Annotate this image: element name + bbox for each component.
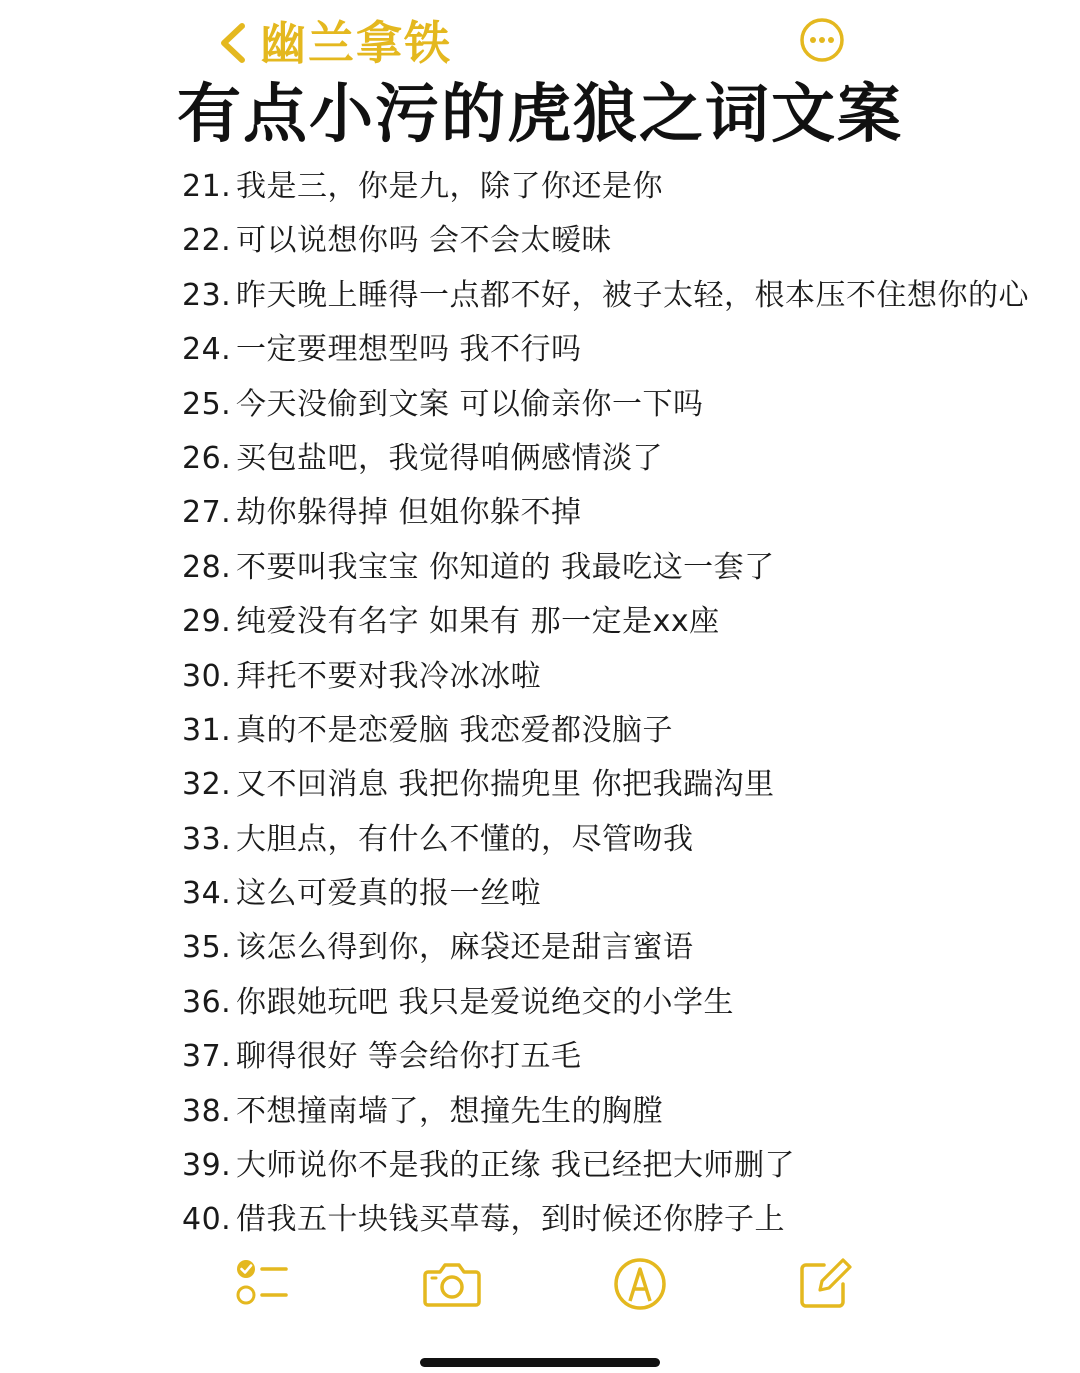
note-line-text: 一定要理想型吗 我不行吗 (236, 332, 582, 368)
note-line-number: 39. (182, 1148, 232, 1184)
note-line-text: 买包盐吧，我觉得咱俩感情淡了 (236, 440, 663, 476)
back-button-label: 幽兰拿铁 (260, 16, 452, 70)
markup-button[interactable] (608, 1252, 672, 1316)
chevron-left-icon (214, 20, 252, 66)
note-line-text: 不要叫我宝宝 你知道的 我最吃这一套了 (236, 549, 775, 585)
note-line-number: 24. (182, 332, 232, 368)
home-indicator[interactable] (420, 1358, 660, 1367)
note-line-text: 拜托不要对我冷冰冰啦 (236, 658, 541, 694)
note-line[interactable] (182, 1030, 1072, 1084)
note-line-text: 借我五十块钱买草莓，到时候还你脖子上 (236, 1202, 785, 1238)
markup-pen-icon (608, 1252, 672, 1316)
note-line[interactable] (182, 323, 1072, 377)
note-line[interactable] (182, 704, 1072, 758)
note-line-text: 这么可爱真的报一丝啦 (236, 876, 541, 912)
note-line-text: 昨天晚上睡得一点都不好，被子太轻，根本压不住想你的心 (236, 277, 1029, 313)
note-line-number: 27. (182, 495, 232, 531)
note-line-number: 28. (182, 549, 232, 585)
camera-icon (420, 1252, 484, 1316)
note-line[interactable] (182, 214, 1072, 268)
note-line-number: 36. (182, 984, 232, 1020)
checklist-button[interactable] (230, 1252, 294, 1316)
note-line-text: 真的不是恋爱脑 我恋爱都没脑子 (236, 712, 674, 748)
note-line[interactable] (182, 378, 1072, 432)
note-line-number: 23. (182, 277, 232, 313)
camera-button[interactable] (420, 1252, 484, 1316)
note-line-text: 大胆点，有什么不懂的，尽管吻我 (236, 821, 694, 857)
note-line[interactable] (182, 595, 1072, 649)
note-line-text: 你跟她玩吧 我只是爱说绝交的小学生 (236, 984, 735, 1020)
note-line[interactable] (182, 269, 1072, 323)
compose-button[interactable] (792, 1252, 856, 1316)
back-button[interactable] (214, 12, 452, 74)
note-line-number: 40. (182, 1202, 232, 1238)
note-line-number: 29. (182, 604, 232, 640)
note-line[interactable] (182, 921, 1072, 975)
note-line-text: 劫你躲得掉 但姐你躲不掉 (236, 495, 582, 531)
note-line[interactable] (182, 813, 1072, 867)
note-line-text: 大师说你不是我的正缘 我已经把大师删了 (236, 1148, 796, 1184)
bottom-toolbar (0, 1252, 1080, 1316)
note-line-number: 22. (182, 223, 232, 259)
note-line-number: 34. (182, 876, 232, 912)
note-line-number: 30. (182, 658, 232, 694)
note-title: 有点小污的虎狼之词文案 (177, 78, 903, 152)
note-line-text: 该怎么得到你，麻袋还是甜言蜜语 (236, 930, 694, 966)
note-line-text: 我是三，你是九，除了你还是你 (236, 169, 663, 204)
note-line-text: 不想撞南墙了，想撞先生的胸膛 (236, 1093, 663, 1129)
note-line[interactable] (182, 758, 1072, 812)
note-line-number: 21. (182, 169, 232, 204)
note-line-number: 32. (182, 767, 232, 803)
note-line[interactable] (182, 541, 1072, 595)
note-line[interactable] (182, 867, 1072, 921)
note-line-text: 可以说想你吗 会不会太暧昧 (236, 223, 613, 259)
note-line-number: 38. (182, 1093, 232, 1129)
note-line[interactable] (182, 650, 1072, 704)
note-line[interactable] (182, 486, 1072, 540)
note-body[interactable] (182, 160, 1072, 1248)
ellipsis-circle-icon (798, 16, 846, 64)
note-line-text: 今天没偷到文案 可以偷亲你一下吗 (236, 386, 704, 422)
note-line[interactable] (182, 1085, 1072, 1139)
note-line-text: 聊得很好 等会给你打五毛 (236, 1039, 582, 1075)
note-line-number: 37. (182, 1039, 232, 1075)
note-line-number: 26. (182, 440, 232, 476)
note-line[interactable] (182, 160, 1072, 214)
note-line[interactable] (182, 1139, 1072, 1193)
note-line[interactable] (182, 432, 1072, 486)
compose-icon (792, 1252, 856, 1316)
note-line-text: 纯爱没有名字 如果有 那一定是xx座 (236, 604, 720, 640)
note-line[interactable] (182, 976, 1072, 1030)
note-line-number: 35. (182, 930, 232, 966)
more-options-button[interactable] (798, 16, 846, 64)
note-line-number: 33. (182, 821, 232, 857)
note-line-number: 25. (182, 386, 232, 422)
note-line[interactable] (182, 1193, 1072, 1247)
note-line-text: 又不回消息 我把你揣兜里 你把我踹沟里 (236, 767, 775, 803)
note-line-number: 31. (182, 712, 232, 748)
checklist-icon (230, 1252, 294, 1316)
